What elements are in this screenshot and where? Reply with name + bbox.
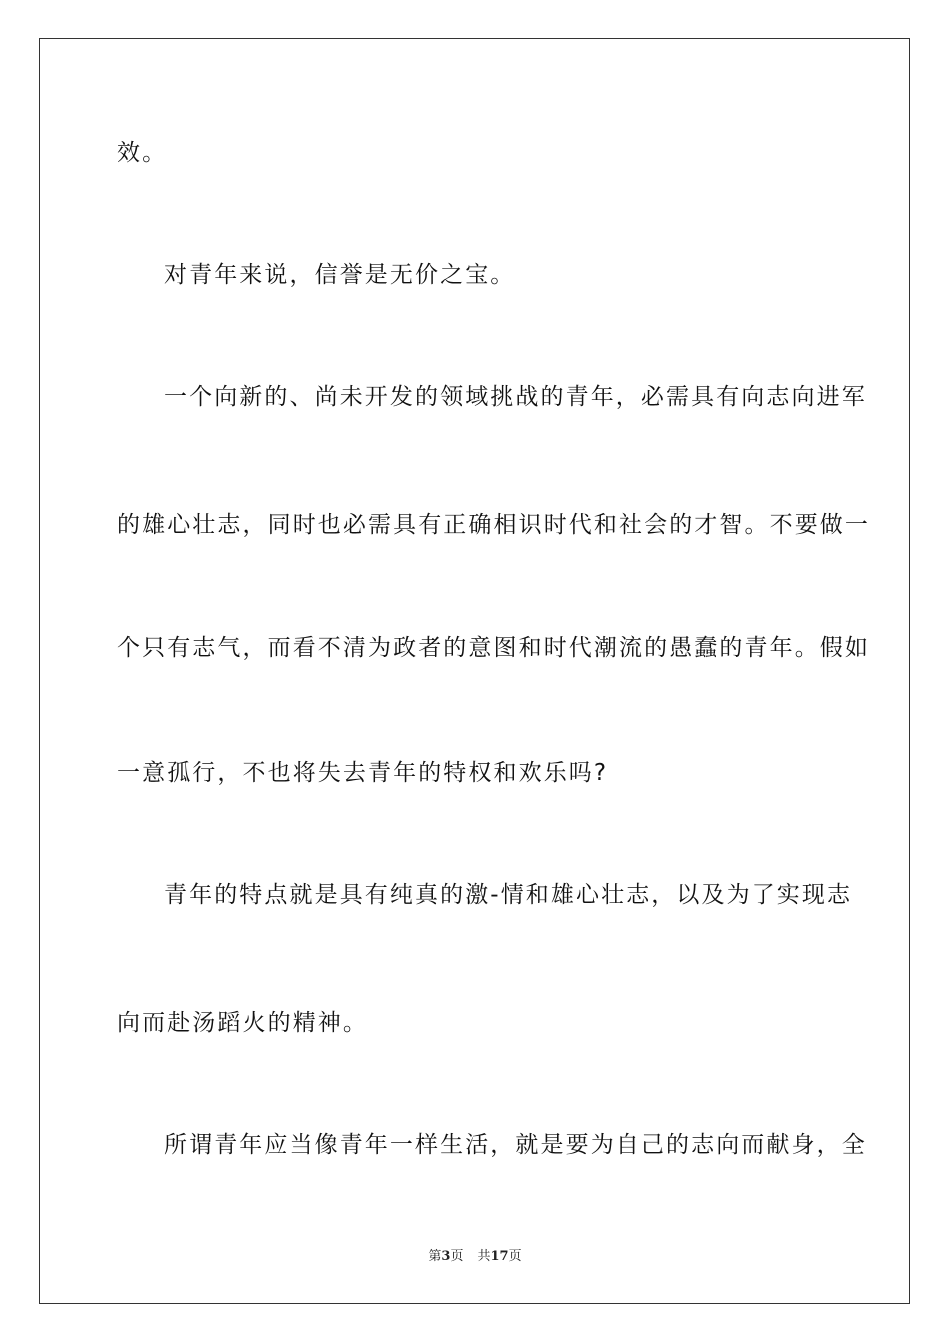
text-line-3: 一个向新的、尚未开发的领域挑战的青年，必需具有向志向进军 [164,384,867,410]
text-line-7: 青年的特点就是具有纯真的激-情和雄心壮志，以及为了实现志 [164,882,853,908]
total-pages-label: 共17页 [477,1249,522,1264]
page-frame [39,38,910,1304]
page-number-label: 第3页 [428,1249,464,1264]
text-line-5: 个只有志气，而看不清为政者的意图和时代潮流的愚蠢的青年。假如 [117,635,870,661]
text-line-2: 对青年来说，信誉是无价之宝。 [164,262,516,288]
text-line-6: 一意孤行，不也将失去青年的特权和欢乐吗? [117,760,609,786]
text-line-8: 向而赴汤蹈火的精神。 [117,1010,368,1036]
text-line-4: 的雄心壮志，同时也必需具有正确相识时代和社会的才智。不要做一 [117,512,870,538]
page-footer [0,1249,950,1265]
text-line-9: 所谓青年应当像青年一样生活，就是要为自己的志向而献身，全 [164,1132,867,1158]
text-line-1: 效。 [117,140,168,166]
